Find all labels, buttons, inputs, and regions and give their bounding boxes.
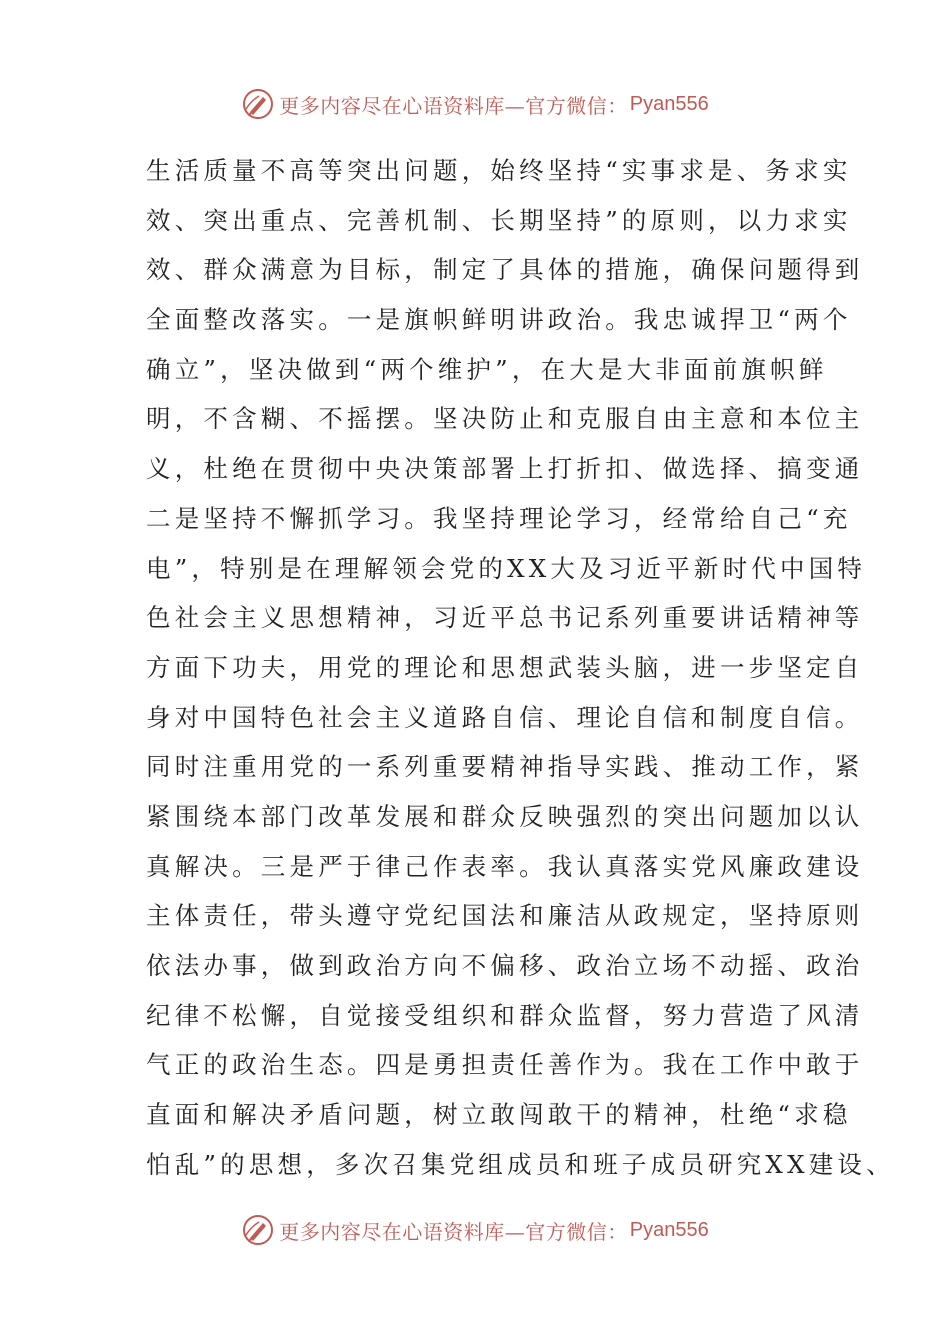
- body-line: 怕乱”的思想，多次召集党组成员和班子成员研究XX建设、: [146, 1149, 895, 1179]
- body-line: 全面整改落实。一是旗帜鲜明讲政治。我忠诚捍卫“两个: [146, 305, 852, 335]
- body-line: 生活质量不高等突出问题，始终坚持“实事求是、务求实: [146, 156, 852, 185]
- body-line: 效、群众满意为目标，制定了具体的措施，确保问题得到: [146, 255, 864, 285]
- body-line: 依法办事，做到政治方向不偏移、政治立场不动摇、政治: [146, 951, 864, 980]
- body-line: 电”，特别是在理解领会党的XX大及习近平新时代中国特: [146, 553, 867, 583]
- body-line: 气正的政治生态。四是勇担责任善作为。我在工作中敢于: [146, 1050, 864, 1080]
- body-line: 纪律不松懈，自觉接受组织和群众监督，努力营造了风清: [146, 1000, 864, 1030]
- pen-logo-icon: [241, 1213, 275, 1247]
- body-line: 主体责任，带头遵守党纪国法和廉洁从政规定，坚持原则: [146, 901, 864, 931]
- watermark-handle: Pyan556: [629, 1218, 709, 1241]
- document-body: [146, 146, 895, 1189]
- body-line: 紧围绕本部门改革发展和群众反映强烈的突出问题加以认: [146, 801, 864, 831]
- body-line: 同时注重用党的一系列重要精神指导实践、推动工作，紧: [146, 752, 864, 782]
- body-line: 直面和解决矛盾问题，树立敢闯敢干的精神，杜绝“求稳: [146, 1100, 852, 1130]
- body-line: 二是坚持不懈抓学习。我坚持理论学习，经常给自己“充: [146, 503, 852, 533]
- body-line: 义，杜绝在贯彻中央决策部署上打折扣、做选择、搞变通: [146, 454, 864, 484]
- body-line: 身对中国特色社会主义道路自信、理论自信和制度自信。: [146, 702, 864, 732]
- body-line: 真解决。三是严于律己作表率。我认真落实党风廉政建设: [146, 851, 864, 881]
- body-line: 色社会主义思想精神，习近平总书记系列重要讲话精神等: [146, 603, 864, 633]
- body-line: 方面下功夫，用党的理论和思想武装头脑，进一步坚定自: [146, 652, 864, 682]
- body-line: 明，不含糊、不摇摆。坚决防止和克服自由主意和本位主: [146, 404, 864, 434]
- footer-watermark: [0, 1210, 950, 1250]
- header-watermark: [0, 84, 950, 124]
- watermark-text: 更多内容尽在心语资料库—官方微信：: [279, 93, 628, 118]
- watermark-text: 更多内容尽在心语资料库—官方微信：: [279, 1219, 628, 1244]
- pen-logo-icon: [241, 87, 275, 121]
- watermark-handle: Pyan556: [629, 92, 709, 115]
- body-line: 确立”，坚决做到“两个维护”，在大是大非面前旗帜鲜: [146, 354, 828, 384]
- body-line: 效、突出重点、完善机制、长期坚持”的原则，以力求实: [146, 205, 852, 235]
